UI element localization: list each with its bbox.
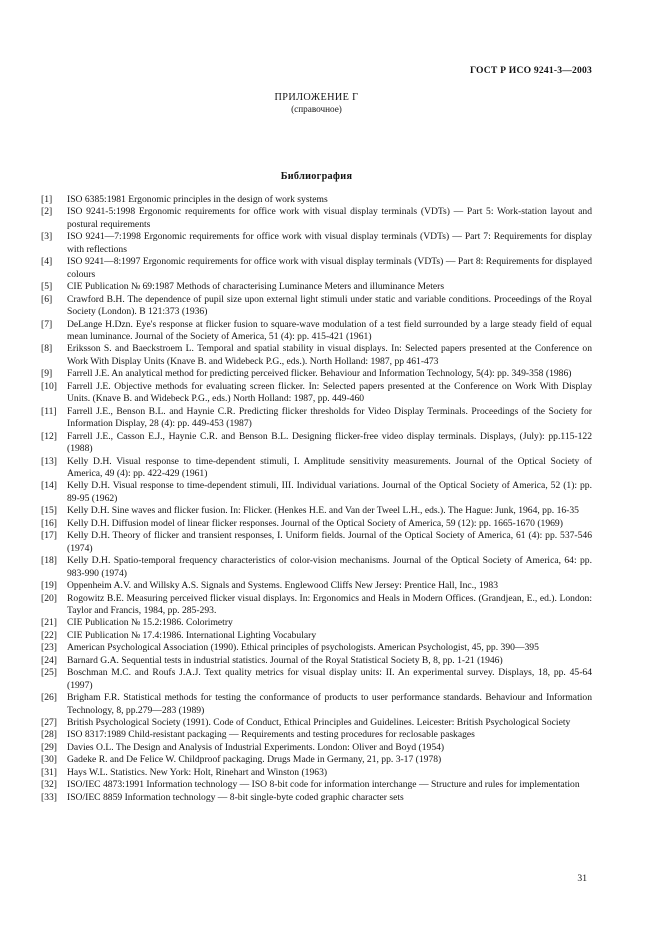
bibliography-entry — [41, 256, 592, 281]
entry-number: [17] — [41, 530, 57, 542]
entry-text: Kelly D.H. Diffusion model of linear flicker responses. Journal of the Optical Society of America, 59 (12): pp. 1665-1670 (1969) — [67, 517, 563, 529]
entry-text: ISO 8317:1989 Child-resistant packaging — Requirements and testing procedures for reclosable paskages — [67, 729, 475, 741]
entry-text: CIE Publication № 15.2:1986. Colorimetry — [67, 617, 233, 629]
entry-text: Brigham F.R. Statistical methods for testing the conformance of products to user performance standards. Behaviour and Information Technology, 8, pp.279—283 (1989) — [67, 692, 592, 716]
entry-text: ISO 6385:1981 Ergonomic principles in the design of work systems — [67, 194, 328, 205]
bibliography-entry — [41, 729, 592, 741]
entry-number: [1] — [41, 194, 53, 205]
entry-number: [7] — [41, 318, 53, 330]
bibliography-entry — [41, 281, 592, 293]
entry-text: ISO/IEC 8859 Information technology — 8-bit single-byte coded graphic character sets — [67, 791, 404, 803]
entry-number: [27] — [41, 717, 57, 729]
bibliography-entry — [41, 194, 592, 206]
entry-text: American Psychological Association (1990). Ethical principles of psychologists. American Psychologist, 45, pp. 390—395 — [67, 642, 539, 654]
entry-number: [2] — [41, 206, 53, 218]
entry-text: ISO 9241-5:1998 Ergonomic requirements for office work with visual display terminals (VDTs) — Part 5: Work-station layout and postural requirements — [67, 206, 592, 230]
entry-text: Rogowitz B.E. Measuring perceived flicker visual displays. In: Ergonomics and Heals in Modern Offices. (Grandjean, E., ed.). London: Taylor and Francis, 1984, pp. 285-293. — [67, 592, 592, 616]
entry-number: [28] — [41, 729, 57, 741]
entry-number: [19] — [41, 580, 57, 592]
entry-number: [8] — [41, 343, 53, 355]
entry-number: [12] — [41, 430, 57, 442]
bibliography-entry — [41, 231, 592, 256]
entry-number: [30] — [41, 754, 57, 766]
entry-number: [9] — [41, 368, 53, 380]
entry-text: DeLange H.Dzn. Eye's response at flicker fusion to square-wave modulation of a test field surrounded by a large steady field of equal mean luminance. Journal of the Society of America, 51 (4): pp. 415-421 (1961) — [67, 318, 592, 342]
bibliography-entry — [41, 381, 592, 406]
bibliography-entry — [41, 368, 592, 380]
entry-text: Kelly D.H. Theory of flicker and transient responses, I. Uniform fields. Journal of the Optical Society of America, 61 (4): pp. 537-546 (1974) — [67, 530, 592, 554]
entry-number: [11] — [41, 405, 57, 417]
bibliography-entry — [41, 518, 592, 530]
entry-number: [31] — [41, 766, 57, 778]
entry-number: [15] — [41, 505, 57, 517]
entry-text: Farrell J.E. An analytical method for predicting perceived flicker. Behaviour and Information Technology, 5(4): pp. 349-358 (1986) — [67, 368, 572, 380]
entry-number: [22] — [41, 629, 57, 641]
entry-text: Kelly D.H. Spatio-temporal frequency characteristics of color-vision mechanisms. Journal of the Optical Society of America, 64: pp. 983-990 (1974) — [67, 555, 592, 579]
bibliography-entry — [41, 767, 592, 779]
entry-text: Barnard G.A. Sequential tests in industrial statistics. Journal of the Royal Statistical Society B, 8, pp. 1-21 (1946) — [67, 654, 503, 666]
entry-number: [16] — [41, 517, 57, 529]
entry-text: ISO/IEC 4873:1991 Information technology — ISO 8-bit code for information interchange — Structure and rules for implementation — [67, 779, 580, 791]
bibliography-entry — [41, 717, 592, 729]
entry-number: [18] — [41, 555, 57, 567]
appendix-type: (справочное) — [291, 104, 342, 114]
entry-text: Kelly D.H. Visual response to time-dependent stimuli, III. Individual variations. Journal of the Optical Society of America, 52 (1): pp. 89-95 (1962) — [67, 480, 592, 504]
bibliography-entry — [41, 742, 592, 754]
bibliography-list — [41, 194, 592, 804]
bibliography-entry — [41, 580, 592, 592]
bibliography-entry — [41, 655, 592, 667]
bibliography-entry — [41, 555, 592, 580]
entry-number: [3] — [41, 231, 53, 243]
bibliography-entry — [41, 505, 592, 517]
entry-text: Kelly D.H. Sine waves and flicker fusion. In: Flicker. (Henkes H.E. and Van der Tweel L.H., eds.). The Hague: Junk, 1964, pp. 16-35 — [67, 505, 579, 517]
bibliography-entry — [41, 667, 592, 692]
appendix-title: ПРИЛОЖЕНИЕ Г — [274, 92, 359, 103]
entry-text: Farrell J.E., Casson E.J., Haynie C.R. and Benson B.L. Designing flicker-free video display terminals. Displays, (July): pp.115-122 (1988) — [67, 430, 592, 455]
bibliography-entry — [41, 294, 592, 319]
entry-text: Crawford B.H. The dependence of pupil size upon external light stimuli under static and variable conditions. Proceedings of the Royal Society (London). B 121:373 (1936) — [67, 293, 592, 318]
entry-number: [20] — [41, 592, 57, 604]
entry-text: British Psychological Society (1991). Code of Conduct, Ethical Principles and Guidelines. Leicester: British Psychological Society — [67, 717, 571, 729]
entry-number: [29] — [41, 741, 57, 753]
entry-number: [13] — [41, 455, 57, 467]
entry-number: [4] — [41, 256, 53, 268]
bibliography-entry — [41, 431, 592, 456]
entry-number: [24] — [41, 654, 57, 666]
entry-number: [5] — [41, 281, 53, 293]
bibliography-entry — [41, 630, 592, 642]
standard-code: ГОСТ Р ИСО 9241-3—2003 — [469, 65, 592, 76]
entry-text: Oppenheim A.V. and Willsky A.S. Signals and Systems. Englewood Cliffs New Jersey: Prentice Hall, Inc., 1983 — [67, 580, 499, 592]
bibliography-entry — [41, 319, 592, 344]
page-number: 31 — [577, 873, 587, 884]
bibliography-entry — [41, 593, 592, 618]
entry-number: [32] — [41, 779, 57, 791]
entry-text: Davies O.L. The Design and Analysis of Industrial Experiments. London: Oliver and Boyd (1954) — [67, 741, 445, 753]
bibliography-entry — [41, 480, 592, 505]
bibliography-entry — [41, 792, 592, 804]
bibliography-entry — [41, 406, 592, 431]
entry-text: CIE Publication № 17.4:1986. International Lighting Vocabulary — [67, 629, 317, 641]
entry-text: Farrell J.E. Objective methods for evaluating screen flicker. In: Selected papers presented at the Conference on Work With Display Units. (Knave B. and Widebeck P.G., eds.) North Holland: 1987, pp. 449-460 — [67, 380, 592, 405]
bibliography-entry — [41, 530, 592, 555]
entry-text: CIE Publication № 69:1987 Methods of characterising Luminance Meters and illuminance Meters — [67, 281, 445, 293]
bibliography-entry — [41, 754, 592, 766]
entry-number: [33] — [41, 791, 57, 803]
entry-text: Kelly D.H. Visual response to time-dependent stimuli, I. Amplitude sensitivity measurements. Journal of the Optical Society of America, 49 (4): pp. 422-429 (1961) — [67, 455, 592, 479]
bibliography-entry — [41, 642, 592, 654]
bibliography-entry — [41, 343, 592, 368]
entry-text: Hays W.L. Statistics. New York: Holt, Rinehart and Winston (1963) — [67, 766, 328, 778]
entry-number: [25] — [41, 667, 57, 679]
entry-text: Gadeke R. and De Felice W. Childproof packaging. Drugs Made in Germany, 21, pp. 3-17 (1978) — [67, 754, 442, 766]
entry-text: Eriksson S. and Baeckstroem L. Temporal and spatial stability in visual displays. In: Selected papers presented at the Conference on Work With Display Units (Knave B. and Widebeck P.G., eds.). North Holland: 1987, pp 461-473 — [67, 343, 592, 367]
entry-number: [21] — [41, 617, 57, 629]
entry-number: [14] — [41, 480, 57, 492]
entry-text: ISO 9241—8:1997 Ergonomic requirements for office work with visual display terminals (VDTs) — Part 8: Requirements for displayed colours — [67, 256, 592, 280]
entry-text: Farrell J.E., Benson B.L. and Haynie C.R. Predicting flicker thresholds for Video Display Terminals. Proceedings of the Society for Information Display, 28 (4): pp. 449-453 (1987) — [67, 405, 592, 430]
bibliography-entry — [41, 779, 592, 791]
appendix-heading — [41, 92, 592, 114]
bibliography-entry — [41, 692, 592, 717]
entry-number: [10] — [41, 380, 57, 392]
entry-text: Boschman M.C. and Roufs J.A.J. Text quality metrics for visual display units: II. An experimental survey. Displays, 18, pp. 45-64 (1997) — [67, 667, 592, 691]
entry-number: [26] — [41, 692, 57, 704]
entry-number: [6] — [41, 293, 53, 305]
bibliography-title: Библиография — [280, 171, 353, 182]
bibliography-entry — [41, 206, 592, 231]
entry-text: ISO 9241—7:1998 Ergonomic requirements for office work with visual display terminals (VDTs) — Part 7: Requirements for display with reflections — [67, 231, 592, 255]
bibliography-entry — [41, 617, 592, 629]
entry-number: [23] — [41, 642, 57, 654]
bibliography-entry — [41, 456, 592, 481]
